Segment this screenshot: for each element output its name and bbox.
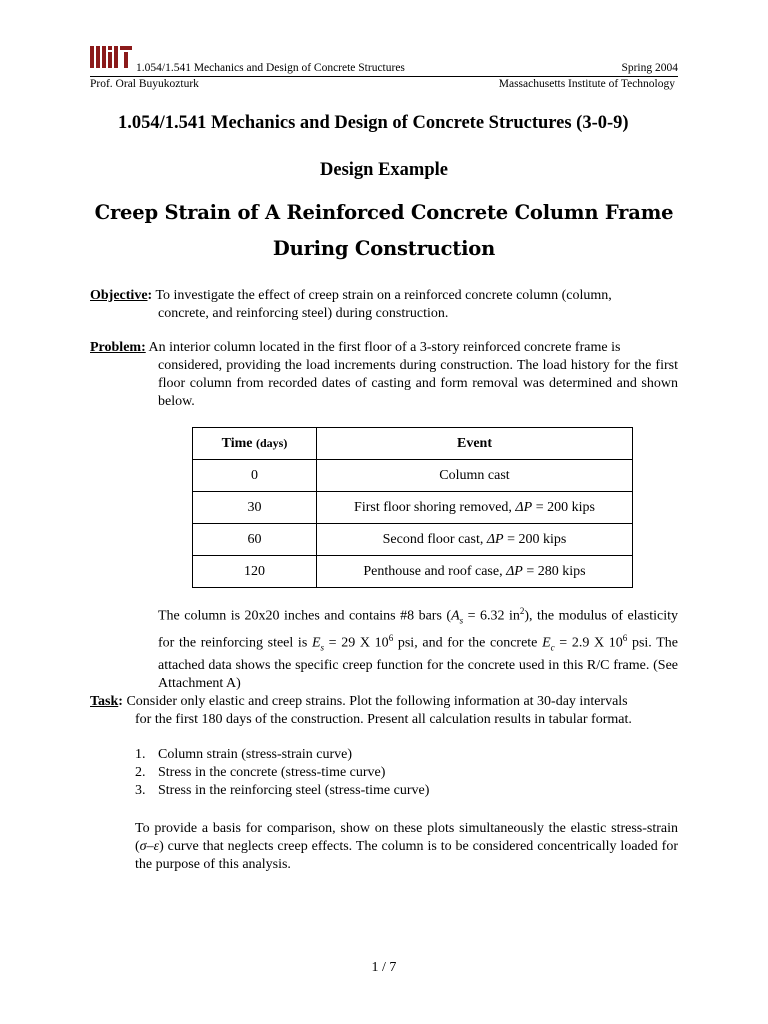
problem-line1: An interior column located in the first floor of a 3-story reinforced concrete frame is — [148, 340, 621, 355]
main-title — [0, 195, 768, 267]
header-term: Spring 2004 — [621, 62, 678, 74]
table-row — [193, 492, 633, 524]
list-item: 1. Column strain (stress-strain curve) — [135, 747, 353, 762]
load-history-table — [192, 427, 633, 588]
header-event: Event — [317, 428, 633, 460]
task-section: Task: Consider only elastic and creep strains. Plot the following information at 30-day intervals for the first 180 days of the construction. Present all calculation results in tabular format. — [90, 693, 678, 729]
header-institution: Massachusetts Institute of Technology — [498, 78, 675, 90]
table-row — [193, 556, 633, 588]
cell-event: Penthouse and roof case, ΔP = 280 kips — [317, 556, 633, 588]
column-description: The column is 20x20 inches and contains #8 bars ($A_s = 6.32$ $in^2$), the modulus of elasticity for the reinforcing steel is $E_s = 29$ X $10^6$ psi, and for the concrete $E_c = 2.9$ X $10^6$ psi. The attached data shows the specific creep function for the concrete used in this R/C frame. (See Attachment A) — [158, 606, 678, 691]
task-line1: Consider only elastic and creep strains. Plot the following information at 30-day intervals — [126, 694, 628, 709]
table-header-row — [193, 428, 633, 460]
cell-event: Column cast — [317, 460, 633, 492]
course-title: 1.054/1.541 Mechanics and Design of Concrete Structures (3-0-9) — [118, 113, 629, 133]
list-item: 3. Stress in the reinforcing steel (stress-time curve) — [135, 783, 430, 798]
objective-label: Objective — [90, 288, 148, 303]
objective-text: To investigate the effect of creep strain on a reinforced concrete column (column, — [155, 288, 612, 303]
objective-section: Objective: To investigate the effect of creep strain on a reinforced concrete column (column, concrete, and reinforcing steel) during construction. — [90, 287, 678, 323]
problem-rest: considered, providing the load increments during construction. The load history for the first floor column from recorded dates of casting and form removal was determined and shown below. — [158, 358, 678, 409]
main-title-line2: During Construction — [272, 237, 496, 260]
cell-event: Second floor cast, ΔP = 200 kips — [317, 524, 633, 556]
list-item: 2. Stress in the concrete (stress-time curve) — [135, 765, 386, 780]
task-list — [135, 746, 429, 800]
cell-time: 0 — [193, 460, 317, 492]
objective-text-cont: concrete, and reinforcing steel) during construction. — [158, 306, 449, 321]
cell-time: 60 — [193, 524, 317, 556]
page-number: 1 / 7 — [371, 960, 397, 975]
problem-label: Problem: — [90, 340, 146, 355]
header-time: Time (days) — [193, 428, 317, 460]
cell-event: First floor shoring removed, ΔP = 200 kips — [317, 492, 633, 524]
mit-logo — [90, 46, 134, 68]
cell-time: 30 — [193, 492, 317, 524]
task-line2: for the first 180 days of the construction. Present all calculation results in tabular format. — [135, 712, 632, 727]
cell-time: 120 — [193, 556, 317, 588]
header-course: 1.054/1.541 Mechanics and Design of Concrete Structures — [136, 62, 405, 74]
task-label: Task — [90, 694, 119, 709]
problem-section — [90, 339, 678, 411]
main-title-line1: Creep Strain of A Reinforced Concrete Column Frame — [94, 201, 674, 224]
table-row — [193, 460, 633, 492]
table-row — [193, 524, 633, 556]
header-professor: Prof. Oral Buyukozturk — [90, 78, 199, 90]
subtitle: Design Example — [320, 160, 448, 180]
page-header — [90, 46, 678, 77]
basis-paragraph: To provide a basis for comparison, show on these plots simultaneously the elastic stress-strain (σ–ε) curve that neglects creep effects. The column is to be considered concentrically loaded for the purpose of this analysis. — [135, 821, 678, 872]
